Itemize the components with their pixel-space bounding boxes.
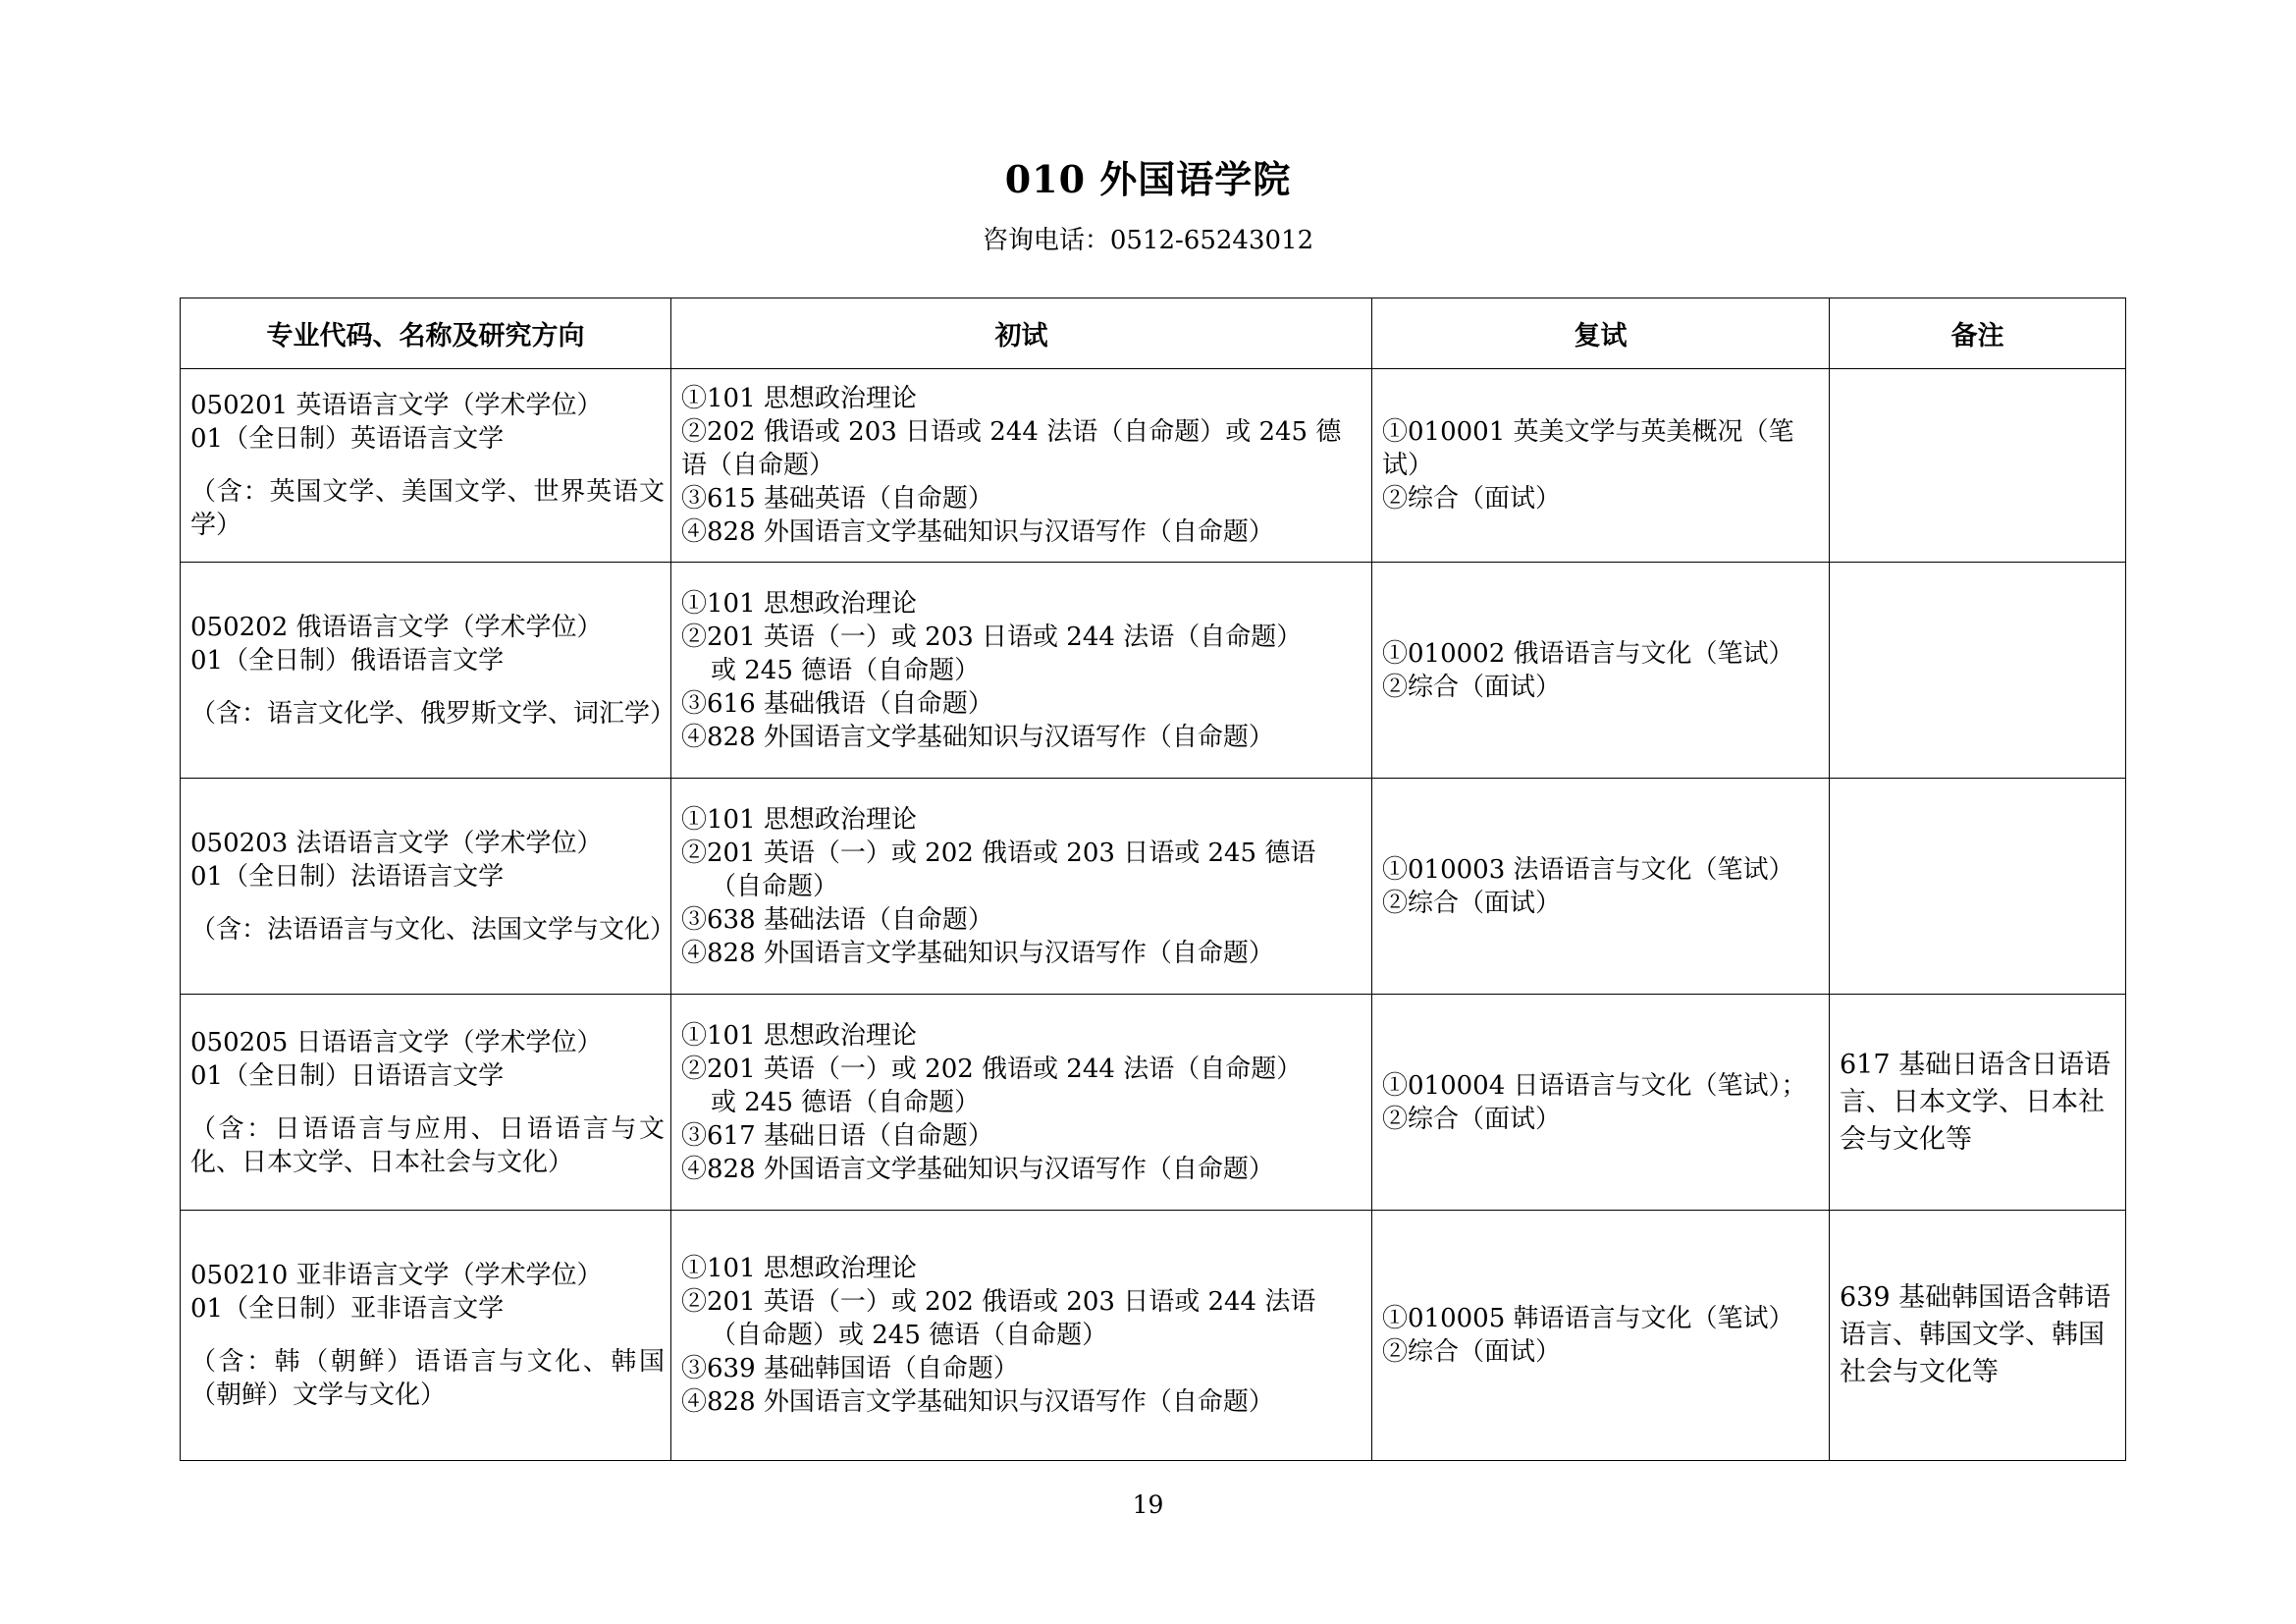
exam-subject-continued: （自命题）或 245 德语（自命题） <box>711 1321 1108 1350</box>
initial-exam-cell <box>671 369 1372 563</box>
direction-contents: （含：韩（朝鲜）语语言与文化、韩国（朝鲜）文学与文化） <box>190 1347 665 1410</box>
exam-subject: ①101 思想政治理论 <box>681 384 917 413</box>
retest-cell <box>1372 369 1830 563</box>
table-header-row <box>181 298 2126 369</box>
exam-subject: ②201 英语（一）或 202 俄语或 244 法语（自命题） <box>681 1054 1303 1084</box>
admissions-table <box>180 298 2126 1461</box>
research-direction: 01（全日制）俄语语言文学 <box>190 645 505 676</box>
direction-contents: （含：法语语言与文化、法国文学与文化） <box>190 914 676 945</box>
major-code: 050202 <box>190 612 289 642</box>
retest-cell <box>1372 1211 1830 1461</box>
exam-subject: ①101 思想政治理论 <box>681 1020 917 1051</box>
major-cell <box>181 995 671 1211</box>
exam-subject: ③638 基础法语（自命题） <box>681 904 993 935</box>
research-direction: 01（全日制）日语语言文学 <box>190 1060 505 1091</box>
page-number: 19 <box>1132 1490 1164 1519</box>
exam-subject: ②201 英语（一）或 203 日语或 244 法语（自命题） <box>681 622 1303 652</box>
table-row <box>181 563 2126 779</box>
exam-subject-continued: （自命题） <box>711 871 839 901</box>
exam-subject-continued: 或 245 德语（自命题） <box>711 1087 981 1117</box>
major-code: 050203 <box>190 828 289 858</box>
exam-subject: ②201 英语（一）或 202 俄语或 203 日语或 244 法语 <box>681 1287 1316 1317</box>
major-cell <box>181 369 671 563</box>
exam-subject: ④828 外国语言文学基础知识与汉语写作（自命题） <box>681 517 1274 547</box>
table-row <box>181 779 2126 995</box>
direction-contents: （含：日语语言与应用、日语语言与文化、日本文学、日本社会与文化） <box>190 1113 665 1177</box>
major-cell <box>181 563 676 779</box>
exam-subject: ①101 思想政治理论 <box>681 588 917 619</box>
remark-text: 617 基础日语含日语语言、日本文学、日本社会与文化等 <box>1840 1049 2111 1155</box>
major-code: 050210 <box>190 1261 289 1290</box>
exam-subject: ③617 基础日语（自命题） <box>681 1120 993 1151</box>
research-direction: 01（全日制）法语语言文学 <box>190 861 505 892</box>
remarks-cell <box>1830 563 2126 779</box>
exam-subject: ③615 基础英语（自命题） <box>681 484 993 514</box>
exam-subject: ②201 英语（一）或 202 俄语或 203 日语或 245 德语 <box>681 838 1316 868</box>
major-cell <box>181 1211 671 1461</box>
exam-subject: ④828 外国语言文学基础知识与汉语写作（自命题） <box>681 1154 1274 1184</box>
retest-subject: ①010001 英美文学与英美概况（笔试） <box>1382 417 1794 480</box>
retest-subject: ②综合（面试） <box>1382 484 1562 514</box>
major-cell <box>181 779 676 995</box>
exam-subject: ①101 思想政治理论 <box>681 1254 917 1283</box>
table-row <box>181 369 2126 563</box>
research-direction: 01（全日制）亚非语言文学 <box>190 1294 505 1324</box>
initial-exam-cell <box>671 995 1372 1211</box>
direction-contents: （含：英国文学、美国文学、世界英语文学） <box>190 477 665 540</box>
contact-phone: 咨询电话：0512-65243012 <box>982 226 1314 255</box>
header-initial-exam: 初试 <box>671 298 1372 369</box>
major-code: 050201 <box>190 391 289 420</box>
page-title: 010 外国语学院 <box>1004 157 1292 201</box>
header-retest: 复试 <box>1372 298 1830 369</box>
major-code: 050205 <box>190 1027 289 1057</box>
exam-subject: ①101 思想政治理论 <box>681 804 917 835</box>
major-name: 亚非语言文学（学术学位） <box>295 1261 603 1290</box>
initial-exam-cell <box>671 563 1372 779</box>
header-major: 专业代码、名称及研究方向 <box>181 298 671 369</box>
exam-subject: ③639 基础韩国语（自命题） <box>681 1354 1019 1383</box>
header-remarks: 备注 <box>1830 298 2126 369</box>
retest-subject: ②综合（面试） <box>1382 888 1562 918</box>
major-name: 俄语语言文学（学术学位） <box>295 612 603 642</box>
remark-text: 639 基础韩国语含韩语语言、韩国文学、韩国社会与文化等 <box>1840 1282 2111 1387</box>
retest-cell <box>1372 995 1830 1211</box>
retest-subject: ①010002 俄语语言与文化（笔试） <box>1382 638 1794 669</box>
exam-subject: ④828 外国语言文学基础知识与汉语写作（自命题） <box>681 722 1274 752</box>
remarks-cell <box>1830 1211 2126 1461</box>
exam-subject-continued: 或 245 德语（自命题） <box>711 655 981 685</box>
table-row <box>181 995 2126 1211</box>
direction-contents: （含：语言文化学、俄罗斯文学、词汇学） <box>190 698 676 729</box>
retest-subject: ①010005 韩语语言与文化（笔试） <box>1382 1304 1794 1333</box>
remarks-cell <box>1830 995 2126 1211</box>
retest-subject: ②综合（面试） <box>1382 1337 1562 1367</box>
exam-subject: ④828 外国语言文学基础知识与汉语写作（自命题） <box>681 938 1274 968</box>
exam-subject: ③616 基础俄语（自命题） <box>681 688 993 719</box>
retest-subject: ②综合（面试） <box>1382 1104 1562 1134</box>
major-name: 日语语言文学（学术学位） <box>295 1027 603 1057</box>
retest-cell <box>1372 563 1830 779</box>
initial-exam-cell <box>671 1211 1372 1461</box>
initial-exam-cell <box>671 779 1372 995</box>
exam-subject: ④828 外国语言文学基础知识与汉语写作（自命题） <box>681 1387 1274 1417</box>
remarks-cell <box>1830 369 2126 563</box>
major-name: 英语语言文学（学术学位） <box>295 391 603 420</box>
retest-cell <box>1372 779 1830 995</box>
major-name: 法语语言文学（学术学位） <box>295 828 603 858</box>
retest-subject: ①010003 法语语言与文化（笔试） <box>1382 854 1794 885</box>
table-row <box>181 1211 2126 1461</box>
retest-subject: ②综合（面试） <box>1382 672 1562 702</box>
exam-subject: ②202 俄语或 203 日语或 244 法语（自命题）或 245 德语（自命题） <box>681 417 1342 480</box>
research-direction: 01（全日制）英语语言文学 <box>190 424 505 454</box>
retest-subject: ①010004 日语语言与文化（笔试）； <box>1382 1070 1807 1101</box>
remarks-cell <box>1830 779 2126 995</box>
